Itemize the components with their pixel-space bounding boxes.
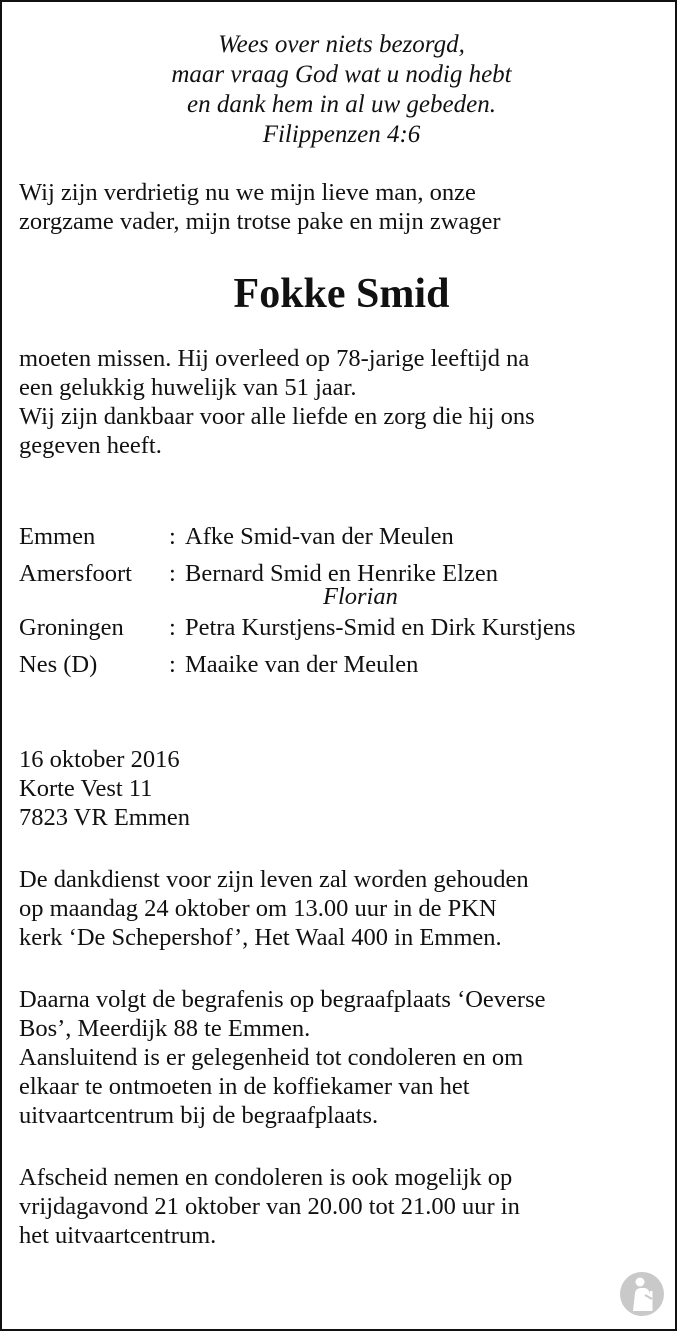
family-place: Nes (D) xyxy=(19,651,98,678)
farewell-line: vrijdagavond 21 oktober van 20.00 tot 21.00 uur in xyxy=(19,1193,520,1220)
verse-line: maar vraag God wat u nodig hebt xyxy=(171,61,512,88)
announcement-line: gegeven heeft. xyxy=(19,432,162,459)
family-list xyxy=(19,518,664,683)
burial-line: Bos’, Meerdijk 88 te Emmen. xyxy=(19,1015,311,1042)
announcement-line: moeten missen. Hij overleed op 78-jarige leeftijd na xyxy=(19,345,530,372)
verse-line: Wees over niets bezorgd, xyxy=(218,31,465,58)
announcement-text xyxy=(19,344,664,460)
announcement-line: Wij zijn dankbaar voor alle liefde en zorg die hij ons xyxy=(19,403,535,430)
family-place: Amersfoort xyxy=(19,560,132,587)
family-place: Groningen xyxy=(19,614,124,641)
family-names: Petra Kurstjens-Smid en Dirk Kurstjens xyxy=(185,614,576,641)
burial-line: elkaar te ontmoeten in de koffiekamer van het xyxy=(19,1073,470,1100)
family-separator: : xyxy=(169,614,176,641)
burial-line: Aansluitend is er gelegenheid tot condoleren en om xyxy=(19,1044,524,1071)
intro-line: Wij zijn verdrietig nu we mijn lieve man, onze xyxy=(19,179,476,206)
memorial-figure-icon xyxy=(619,1271,665,1317)
intro-line: zorgzame vader, mijn trotse pake en mijn zwager xyxy=(19,208,501,235)
correspondence-address xyxy=(19,745,664,832)
family-names: Afke Smid-van der Meulen xyxy=(185,523,454,550)
family-row xyxy=(19,518,664,555)
family-separator: : xyxy=(169,560,176,587)
deceased-name: Fokke Smid xyxy=(233,271,450,317)
verse-line: en dank hem in al uw gebeden. xyxy=(187,91,496,118)
service-line: kerk ‘De Schepershof’, Het Waal 400 in Emmen. xyxy=(19,924,502,951)
announcement-line: een gelukkig huwelijk van 51 jaar. xyxy=(19,374,357,401)
verse-reference: Filippenzen 4:6 xyxy=(262,121,421,148)
family-row xyxy=(19,609,664,646)
bible-verse xyxy=(19,30,664,150)
family-separator: : xyxy=(169,523,176,550)
address-street: Korte Vest 11 xyxy=(19,775,153,802)
intro-text xyxy=(19,178,664,236)
farewell-text xyxy=(19,1163,664,1250)
burial-line: Daarna volgt de begrafenis op begraafplaats ‘Oeverse xyxy=(19,986,546,1013)
burial-line: uitvaartcentrum bij de begraafplaats. xyxy=(19,1102,379,1129)
burial-text xyxy=(19,985,664,1130)
farewell-line: Afscheid nemen en condoleren is ook mogelijk op xyxy=(19,1164,513,1191)
obituary-notice xyxy=(19,30,664,1250)
farewell-line: het uitvaartcentrum. xyxy=(19,1222,217,1249)
service-line: op maandag 24 oktober om 13.00 uur in de PKN xyxy=(19,895,497,922)
address-postal: 7823 VR Emmen xyxy=(19,804,191,831)
family-names: Maaike van der Meulen xyxy=(185,651,419,678)
notice-date: 16 oktober 2016 xyxy=(19,746,180,773)
service-line: De dankdienst voor zijn leven zal worden gehouden xyxy=(19,866,529,893)
service-text xyxy=(19,865,664,952)
family-row xyxy=(19,646,664,683)
grandchild-name: Florian xyxy=(323,583,398,610)
family-names: Bernard Smid en Henrike Elzen xyxy=(185,560,498,587)
family-place: Emmen xyxy=(19,523,96,550)
family-separator: : xyxy=(169,651,176,678)
